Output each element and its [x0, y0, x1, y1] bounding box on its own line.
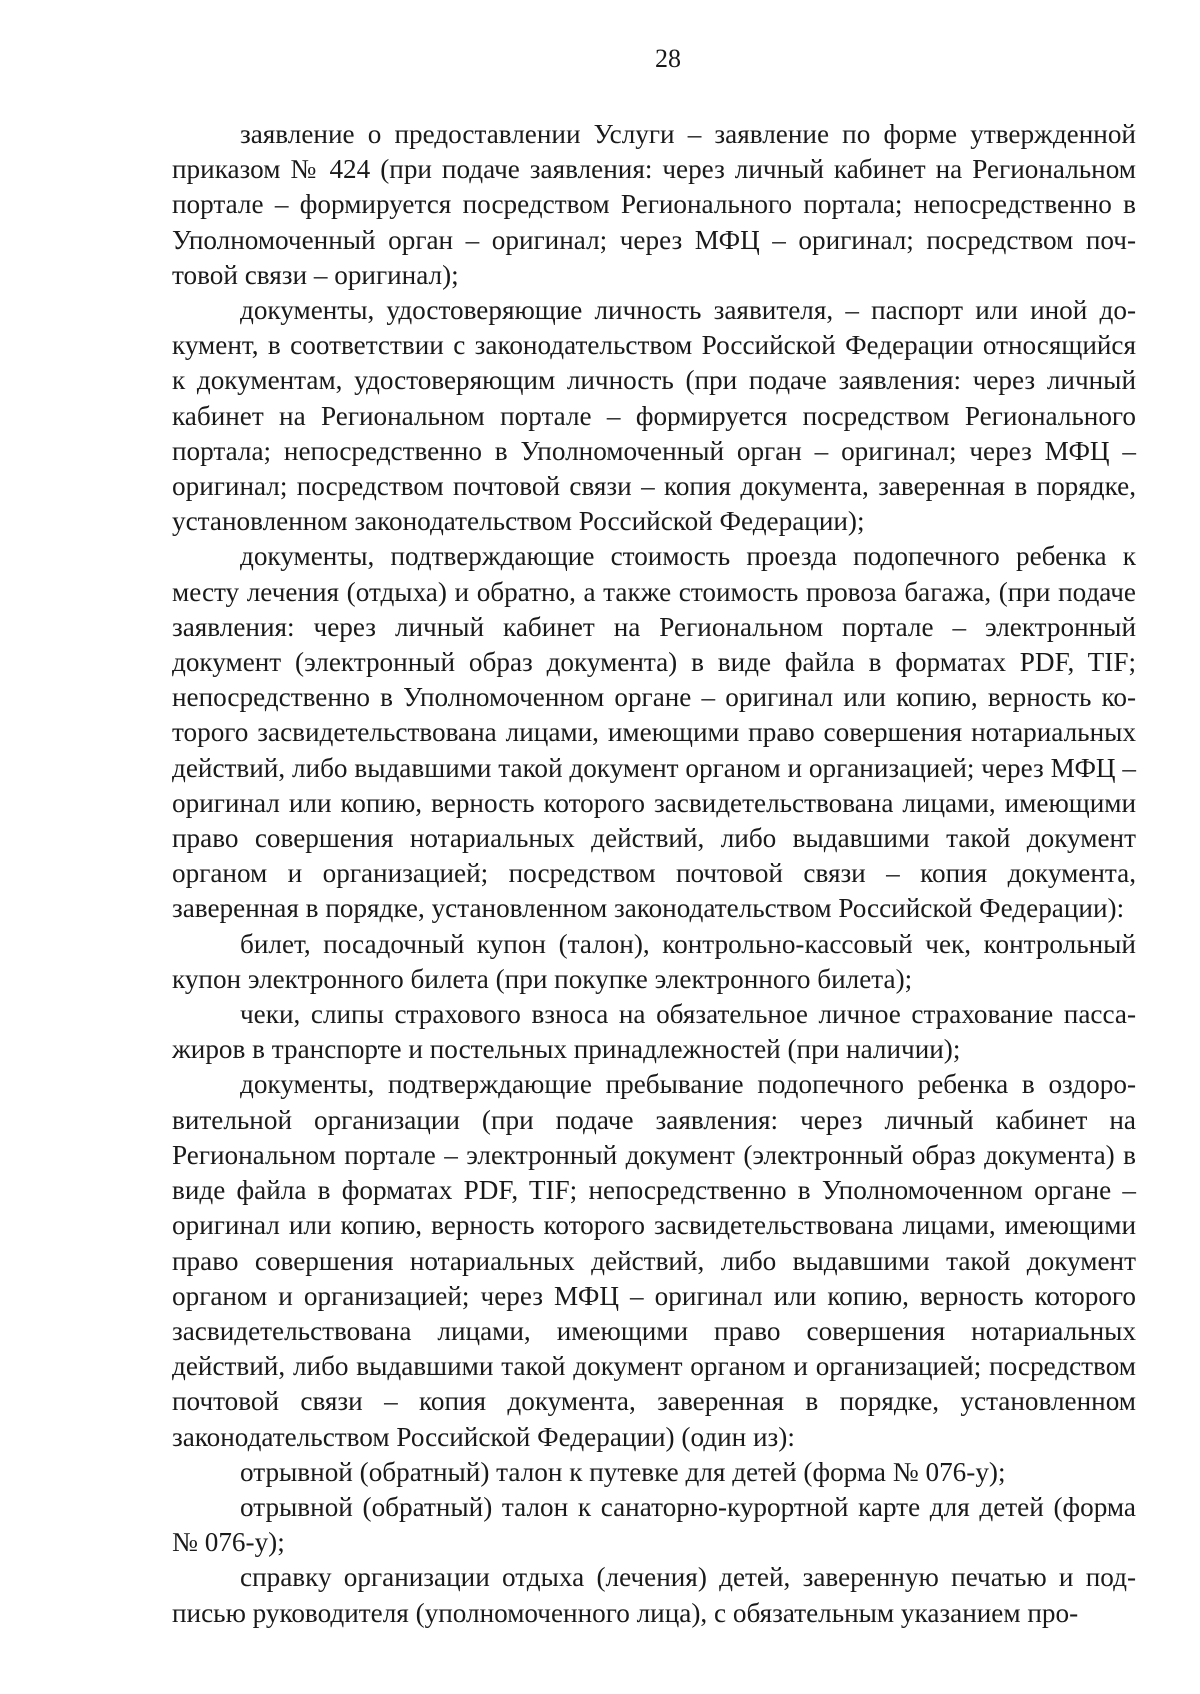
paragraph-voucher-coupon: отрывной (обратный) талон к путевке для детей (форма № 076-у); [240, 1456, 1006, 1487]
paragraph-certificate: справку организации отдыха (лечения) детей, заверенную печатью и подписью руководителя (уполномоченного лица), с обязательным указанием про- [172, 1562, 1136, 1628]
paragraph-travel-cost-documents: документы, подтверждающие стоимость проезда подопечного ребенка к месту лечения (отдыха) и обратно, а также стоимость провоза багажа, (при подаче заявления: через личный кабинет на Региональном портале – электронный документ (электронный образ документа) в виде файла в форматах PDF, TIF; непосредственно в Уполномоченном органе – оригинал или копию, верность которого засвидетельствована лицами, имеющими право совершения нотариальных действий, либо выдавшими такой документ органом и организацией; через МФЦ – оригинал или копию, верность которого засвидетельствована лицами, имеющими право совершения нотариальных действий, либо выдавшими такой документ органом и организацией; посредством почтовой связи – копия документа, заверенная в порядке, установленном законодательством Российской Федерации): [172, 541, 1136, 924]
paragraph-stay-documents: документы, подтверждающие пребывание подопечного ребенка в оздоровительной организации (при подаче заявления: через личный кабинет на Региональном портале – электронный документ (электронный образ документа) в виде файла в форматах PDF, TIF; непосредственно в Уполномоченном органе – оригинал или копию, верность которого засвидетельствована лицами, имеющими право совершения нотариальных действий, либо выдавшими такой документ органом и организацией; через МФЦ – оригинал или копию, верность которого засвидетельствована лицами, имеющими право совершения нотариальных действий, либо выдавшими такой документ органом и организацией; посредством почтовой связи – копия документа, заверенная в порядке, установленном законодательством Российской Федерации) (один из): [172, 1069, 1136, 1452]
paragraph-application: заявление о предоставлении Услуги – заявление по форме утвержденной приказом № 424 (при подаче заявления: через личный кабинет на Региональном портале – формируется посредством Регионального портала; непосредственно в Уполномоченный орган – оригинал; через МФЦ – оригинал; посредством почтовой связи – оригинал); [172, 119, 1136, 290]
paragraph-insurance-receipts: чеки, слипы страхового взноса на обязательное личное страхование пассажиров в транспорте и постельных принадлежностей (при наличии); [172, 999, 1136, 1065]
paragraph-sanatorium-card-coupon: отрывной (обратный) талон к санаторно-курортной карте для детей (форма № 076-у); [172, 1491, 1136, 1558]
document-body [172, 117, 1136, 1631]
paragraph-ticket: билет, посадочный купон (талон), контрольно-кассовый чек, контрольный купон электронного билета (при покупке электронного билета); [172, 928, 1136, 994]
paragraph-identity-documents: документы, удостоверяющие личность заявителя, – паспорт или иной документ, в соответствии с законодательством Российской Федерации относящийся к документам, удостоверяющим личность (при подаче заявления: через личный кабинет на Региональном портале – формируется посредством Регионального портала; непосредственно в Уполномоченный орган – оригинал; через МФЦ – оригинал; посредством почтовой связи – копия документа, заверенная в порядке, установленном законодательством Российской Федерации); [172, 295, 1136, 537]
page-number: 28 [655, 44, 681, 73]
